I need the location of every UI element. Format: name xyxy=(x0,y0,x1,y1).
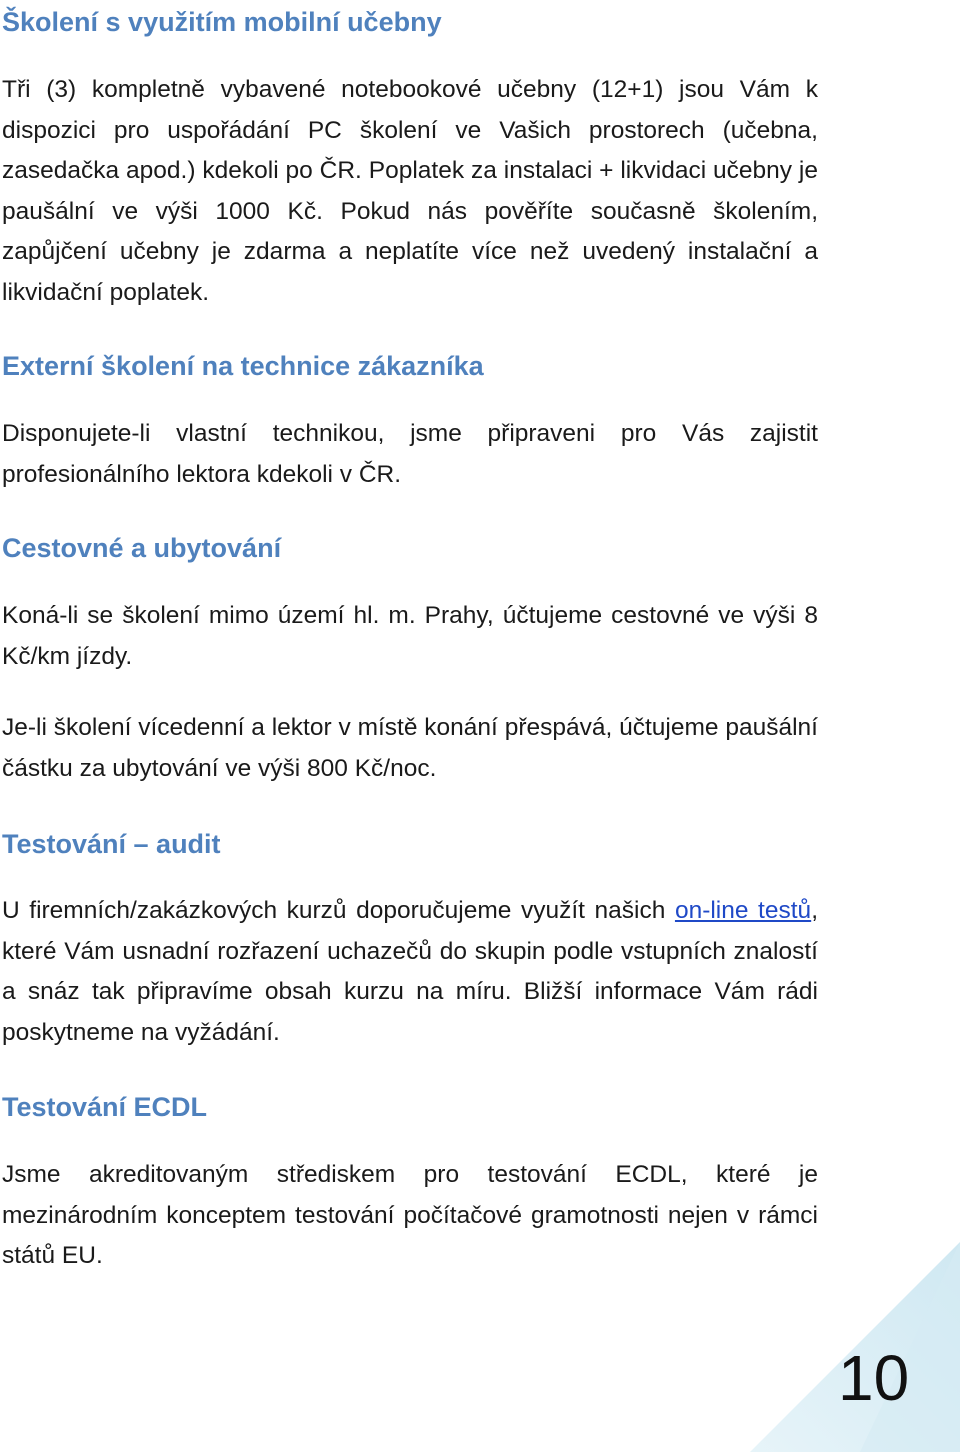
paragraph-text-before-link: U firemních/zakázkových kurzů doporučujeme využít našich xyxy=(2,897,675,924)
section-title-travel-accommodation: Cestovné a ubytování xyxy=(2,533,282,563)
paragraph-mobile-classroom: Tři (3) kompletně vybavené notebookové učebny (12+1) jsou Vám k dispozici pro uspořádání PC školení ve Vašich prostorech (učebna, zasedačka apod.) kdekoli po ČR. Poplatek za instalaci + likvidaci učebny je paušální ve výši 1000 Kč. Pokud nás pověříte současně školením, zapůjčení učebny je zdarma a neplatíte více než uvedený instalační a likvidační poplatek. xyxy=(2,76,818,306)
paragraph-accommodation: Je-li školení vícedenní a lektor v místě konání přespává, účtujeme paušální částku za ubytování ve výši 800 Kč/noc. xyxy=(2,714,818,782)
paragraph-testing-audit xyxy=(2,891,818,1053)
online-tests-link[interactable]: on-line testů xyxy=(674,897,812,924)
section-title-ecdl-testing: Testování ECDL xyxy=(2,1092,208,1122)
paragraph-text-after-link: , které Vám usnadní rozřazení uchazečů do skupin podle vstupních znalostí a snáz tak připravíme obsah kurzu na míru. Bližší informace Vám rádi poskytneme na vyžádání. xyxy=(2,897,818,1046)
section-title-mobile-classroom: Školení s využitím mobilní učebny xyxy=(2,7,442,37)
section-title-testing-audit: Testování – audit xyxy=(2,829,221,859)
paragraph-travel-costs: Koná-li se školení mimo území hl. m. Prahy, účtujeme cestovné ve výši 8 Kč/km jízdy. xyxy=(2,602,818,670)
section-title-external-training: Externí školení na technice zákazníka xyxy=(2,351,484,381)
page-number: 10 xyxy=(838,1342,910,1414)
paragraph-external-training: Disponujete-li vlastní technikou, jsme připraveni pro Vás zajistit profesionálního lektora kdekoli v ČR. xyxy=(2,420,818,488)
paragraph-ecdl-testing: Jsme akreditovaným střediskem pro testování ECDL, které je mezinárodním konceptem testování počítačové gramotnosti nejen v rámci států EU. xyxy=(2,1161,818,1269)
